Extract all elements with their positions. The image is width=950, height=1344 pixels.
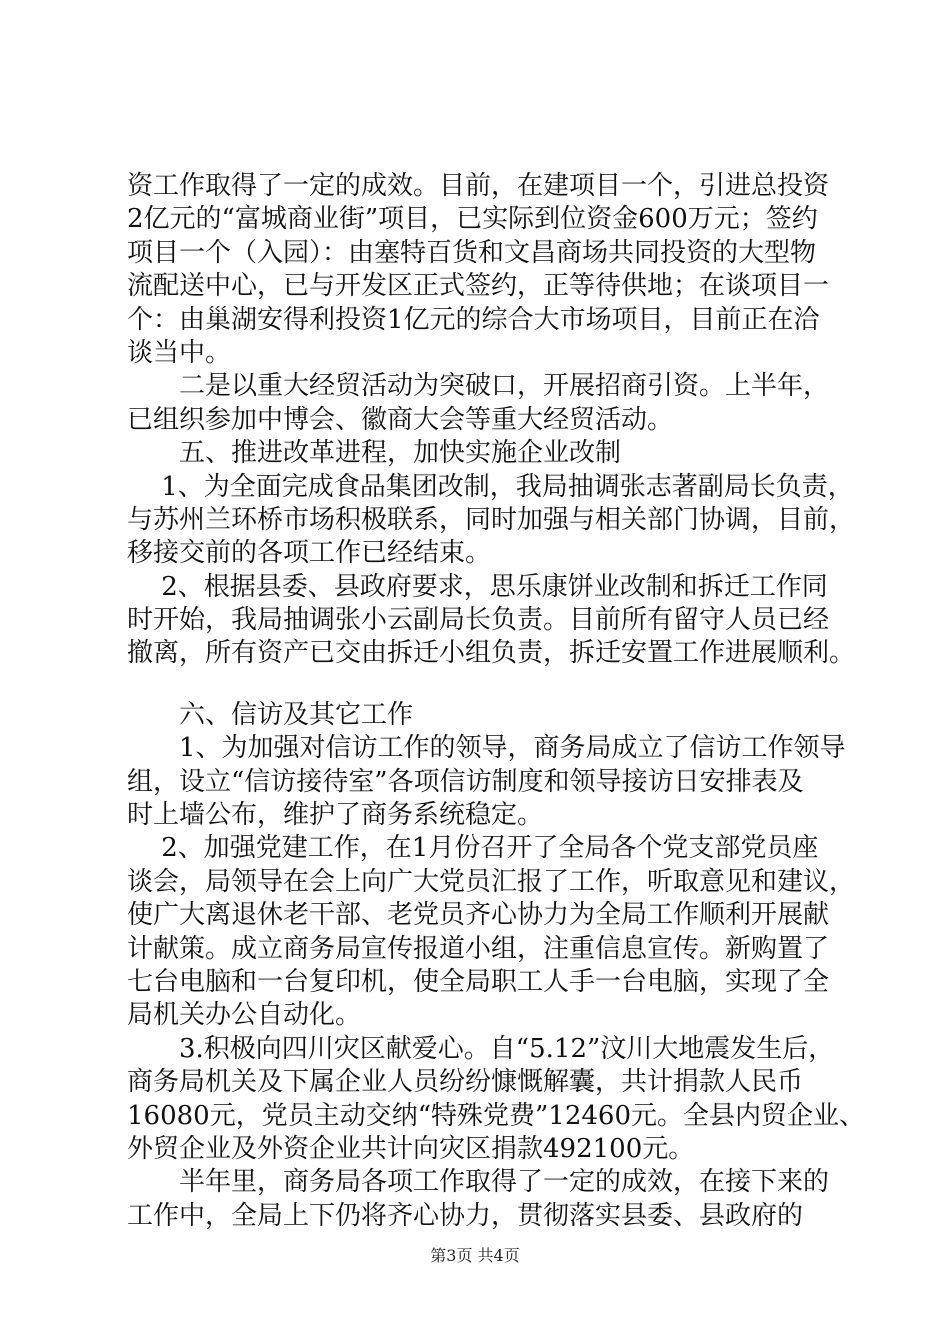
body-line: 时上墙公布，维护了商务系统稳定。 xyxy=(127,800,544,831)
body-line: 谈当中。 xyxy=(127,337,232,368)
body-line: 2、根据县委、县政府要求，思乐康饼业改制和拆迁工作同 xyxy=(127,571,828,602)
body-line: 2、加强党建工作，在1月份召开了全局各个党支部党员座 xyxy=(127,833,819,864)
body-line: 七台电脑和一台复印机，使全局职工人手一台电脑，实现了全 xyxy=(127,966,830,997)
body-line: 资工作取得了一定的成效。目前，在建项目一个，引进总投资 xyxy=(127,171,830,201)
body-line: 外贸企业及外资企业共计向灾区捐款492100元。 xyxy=(127,1133,695,1164)
body-line: 1、为加强对信访工作的领导，商务局成立了信访工作领导 xyxy=(127,733,846,764)
body-line: 流配送中心，已与开发区正式签约，正等待供地；在谈项目一 xyxy=(127,271,830,302)
body-line: 计献策。成立商务局宣传报道小组，注重信息宣传。新购置了 xyxy=(127,933,830,964)
paragraph-gap xyxy=(127,671,847,699)
body-line: 3.积极向四川灾区献爱心。自“5.12”汶川大地震发生后， xyxy=(127,1033,835,1064)
section-heading: 五、推进改革进程，加快实施企业改制 xyxy=(127,438,622,469)
body-line: 谈会，局领导在会上向广大党员汇报了工作，听取意见和建议， xyxy=(127,866,856,897)
body-line: 局机关办公自动化。 xyxy=(127,1000,362,1031)
body-line: 1、为全面完成食品集团改制，我局抽调张志著副局长负责， xyxy=(127,471,854,502)
page-number-footer: 第3页 共4页 xyxy=(430,1246,520,1265)
body-line: 已组织参加中博会、徽商大会等重大经贸活动。 xyxy=(127,404,674,435)
body-line: 个：由巢湖安得利投资1亿元的综合大市场项目，目前正在洽 xyxy=(127,304,820,335)
body-line: 项目一个（入园）：由塞特百货和文昌商场共同投资的大型物 xyxy=(127,237,817,268)
body-line: 撤离，所有资产已交由拆迁小组负责，拆迁安置工作进展顺利。 xyxy=(127,638,856,669)
body-line: 与苏州兰环桥市场积极联系，同时加强与相关部门协调，目前， xyxy=(127,504,856,535)
section-heading: 六、信访及其它工作 xyxy=(127,699,414,730)
body-line: 商务局机关及下属企业人员纷纷慷慨解囊，共计捐款人民币 xyxy=(127,1067,804,1098)
body-line: 工作中，全局上下仍将齐心协力，贯彻落实县委、县政府的 xyxy=(127,1200,804,1231)
document-body xyxy=(127,170,866,1233)
body-line: 使广大离退休老干部、老党员齐心协力为全局工作顺利开展献 xyxy=(127,900,830,931)
body-line: 组，设立“信访接待室”各项信访制度和领导接访日安排表及 xyxy=(127,766,804,797)
body-line: 二是以重大经贸活动为突破口，开展招商引资。上半年， xyxy=(127,371,830,402)
body-line: 时开始，我局抽调张小云副局长负责。目前所有留守人员已经 xyxy=(127,605,830,636)
body-line: 移接交前的各项工作已经结束。 xyxy=(127,538,492,569)
body-line: 2亿元的“富城商业街”项目，已实际到位资金600万元；签约 xyxy=(127,204,818,235)
body-line: 半年里，商务局各项工作取得了一定的成效，在接下来的 xyxy=(127,1167,830,1198)
body-line: 16080元，党员主动交纳“特殊党费”12460元。全县内贸企业、 xyxy=(127,1100,866,1131)
